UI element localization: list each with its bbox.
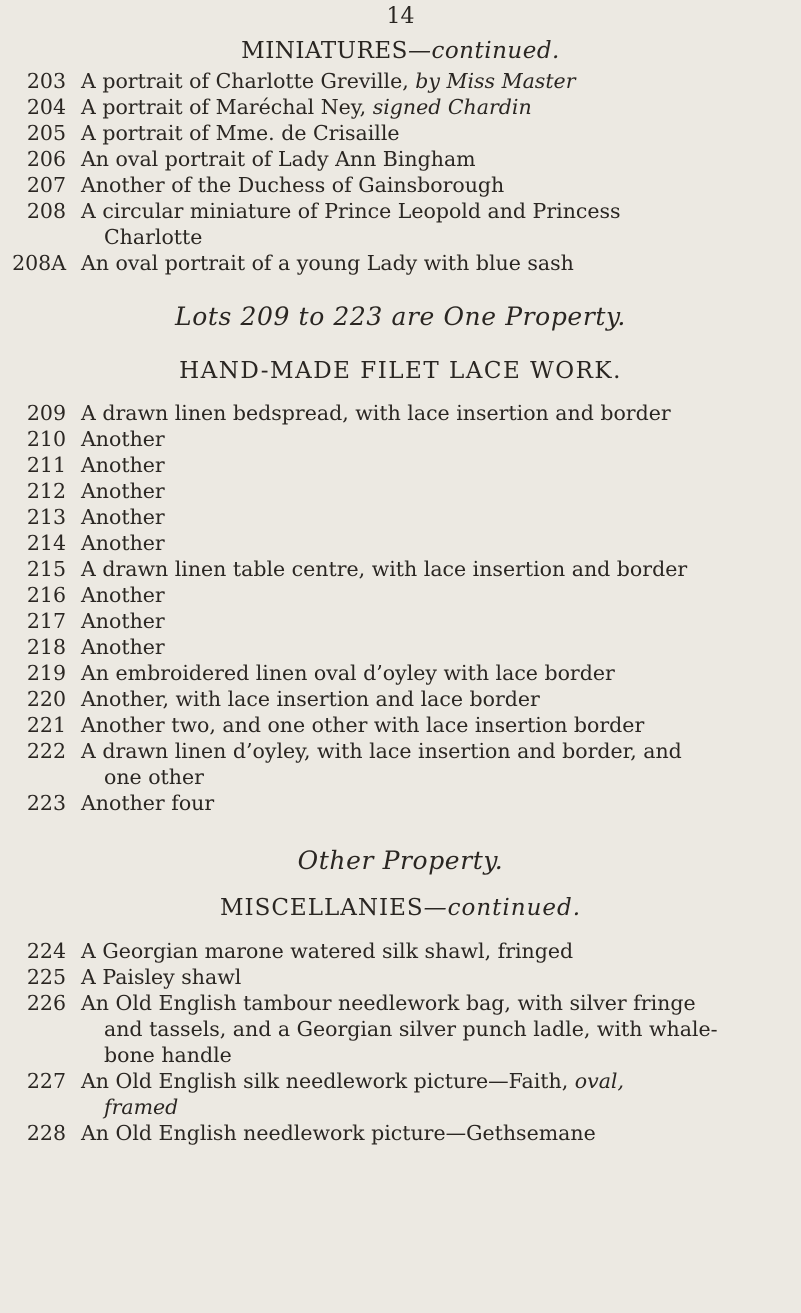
lot-description-continued: one other — [104, 765, 204, 789]
lot-description: Another of the Duchess of Gainsborough — [81, 173, 505, 197]
lot-number: 213 — [26, 505, 66, 529]
lot-description: A circular miniature of Prince Leopold and Princess — [81, 199, 621, 223]
lot-number: 206 — [26, 147, 66, 171]
lot-description: Another — [81, 583, 165, 607]
lot-attribution: by Miss Master — [415, 69, 576, 93]
lot-number: 214 — [26, 531, 66, 555]
lot-description: An oval portrait of Lady Ann Bingham — [81, 147, 476, 171]
lot-description: Another — [81, 505, 165, 529]
lot-number: 217 — [26, 609, 66, 633]
lot-number: 225 — [26, 965, 66, 989]
lot-number: 204 — [26, 95, 66, 119]
lot-description: An embroidered linen oval d’oyley with lace border — [81, 661, 615, 685]
page-number: 14 — [386, 4, 415, 29]
lot-description — [81, 68, 771, 94]
lot-description-continued: framed — [104, 1095, 179, 1119]
lot-attribution: oval, — [574, 1069, 624, 1093]
lot-description: A Paisley shawl — [81, 965, 242, 989]
lot-description: Another four — [81, 791, 215, 815]
lot-number: 218 — [26, 635, 66, 659]
lot-description: A Georgian marone watered silk shawl, fringed — [81, 939, 574, 963]
lot-description: Another — [81, 531, 165, 555]
miniatures-heading — [0, 38, 801, 64]
lot-number: 227 — [26, 1069, 66, 1093]
lot-number: 223 — [26, 791, 66, 815]
lot-description-continued: and tassels, and a Georgian silver punch ladle, with whale- — [104, 1017, 718, 1041]
lot-number: 221 — [26, 713, 66, 737]
lot-number: 205 — [26, 121, 66, 145]
lot-description: Another, with lace insertion and lace border — [81, 687, 540, 711]
lot-description: Another — [81, 479, 165, 503]
lot-description: Another two, and one other with lace insertion border — [81, 713, 645, 737]
lot-description: A drawn linen d’oyley, with lace insertion and border, and — [81, 739, 682, 763]
lot-attribution: signed Chardin — [372, 95, 532, 119]
miniatures-heading-suffix: —continued. — [407, 38, 560, 64]
lot-number: 212 — [26, 479, 66, 503]
lace-section-heading: HAND-MADE FILET LACE WORK. — [179, 358, 622, 384]
lot-number: 207 — [26, 173, 66, 197]
lot-number: 222 — [26, 739, 66, 763]
lot-description: An oval portrait of a young Lady with blue sash — [81, 251, 574, 275]
lot-number: 224 — [26, 939, 66, 963]
lot-description-continued: Charlotte — [104, 225, 203, 249]
lot-number: 216 — [26, 583, 66, 607]
lot-number: 209 — [26, 401, 66, 425]
lot-number: 208A — [12, 251, 66, 275]
lot-text: A portrait of Charlotte Greville, — [81, 69, 416, 93]
miscellanies-heading — [0, 895, 801, 921]
lot-description: A drawn linen bedspread, with lace insertion and border — [81, 401, 671, 425]
miscellanies-heading-suffix: —continued. — [423, 895, 582, 921]
lot-description — [81, 1068, 771, 1094]
lot-description: Another — [81, 427, 165, 451]
lot-description: Another — [81, 453, 165, 477]
lot-description-continued: bone handle — [104, 1043, 232, 1067]
lot-number: 226 — [26, 991, 66, 1015]
lot-number: 228 — [26, 1121, 66, 1145]
lot-number: 210 — [26, 427, 66, 451]
lot-number: 219 — [26, 661, 66, 685]
lot-text: A portrait of Maréchal Ney, — [81, 95, 373, 119]
one-property-note: Lots 209 to 223 are One Property. — [175, 302, 626, 331]
lot-description: Another — [81, 635, 165, 659]
lot-number: 203 — [26, 69, 66, 93]
miscellanies-heading-main: MISCELLANIES — [219, 895, 424, 921]
lot-text: An Old English silk needlework picture—Faith, — [81, 1069, 575, 1093]
lot-description — [81, 94, 771, 120]
lot-number: 220 — [26, 687, 66, 711]
lot-number: 208 — [26, 199, 66, 223]
other-property-note: Other Property. — [297, 846, 504, 875]
lot-description: An Old English needlework picture—Gethsemane — [81, 1121, 596, 1145]
lot-number: 211 — [26, 453, 66, 477]
lot-description: A drawn linen table centre, with lace insertion and border — [81, 557, 688, 581]
lot-description: A portrait of Mme. de Crisaille — [81, 121, 400, 145]
miniatures-heading-main: MINIATURES — [241, 38, 408, 64]
lot-description: Another — [81, 609, 165, 633]
lot-description: An Old English tambour needlework bag, with silver fringe — [81, 991, 696, 1015]
lot-number: 215 — [26, 557, 66, 581]
